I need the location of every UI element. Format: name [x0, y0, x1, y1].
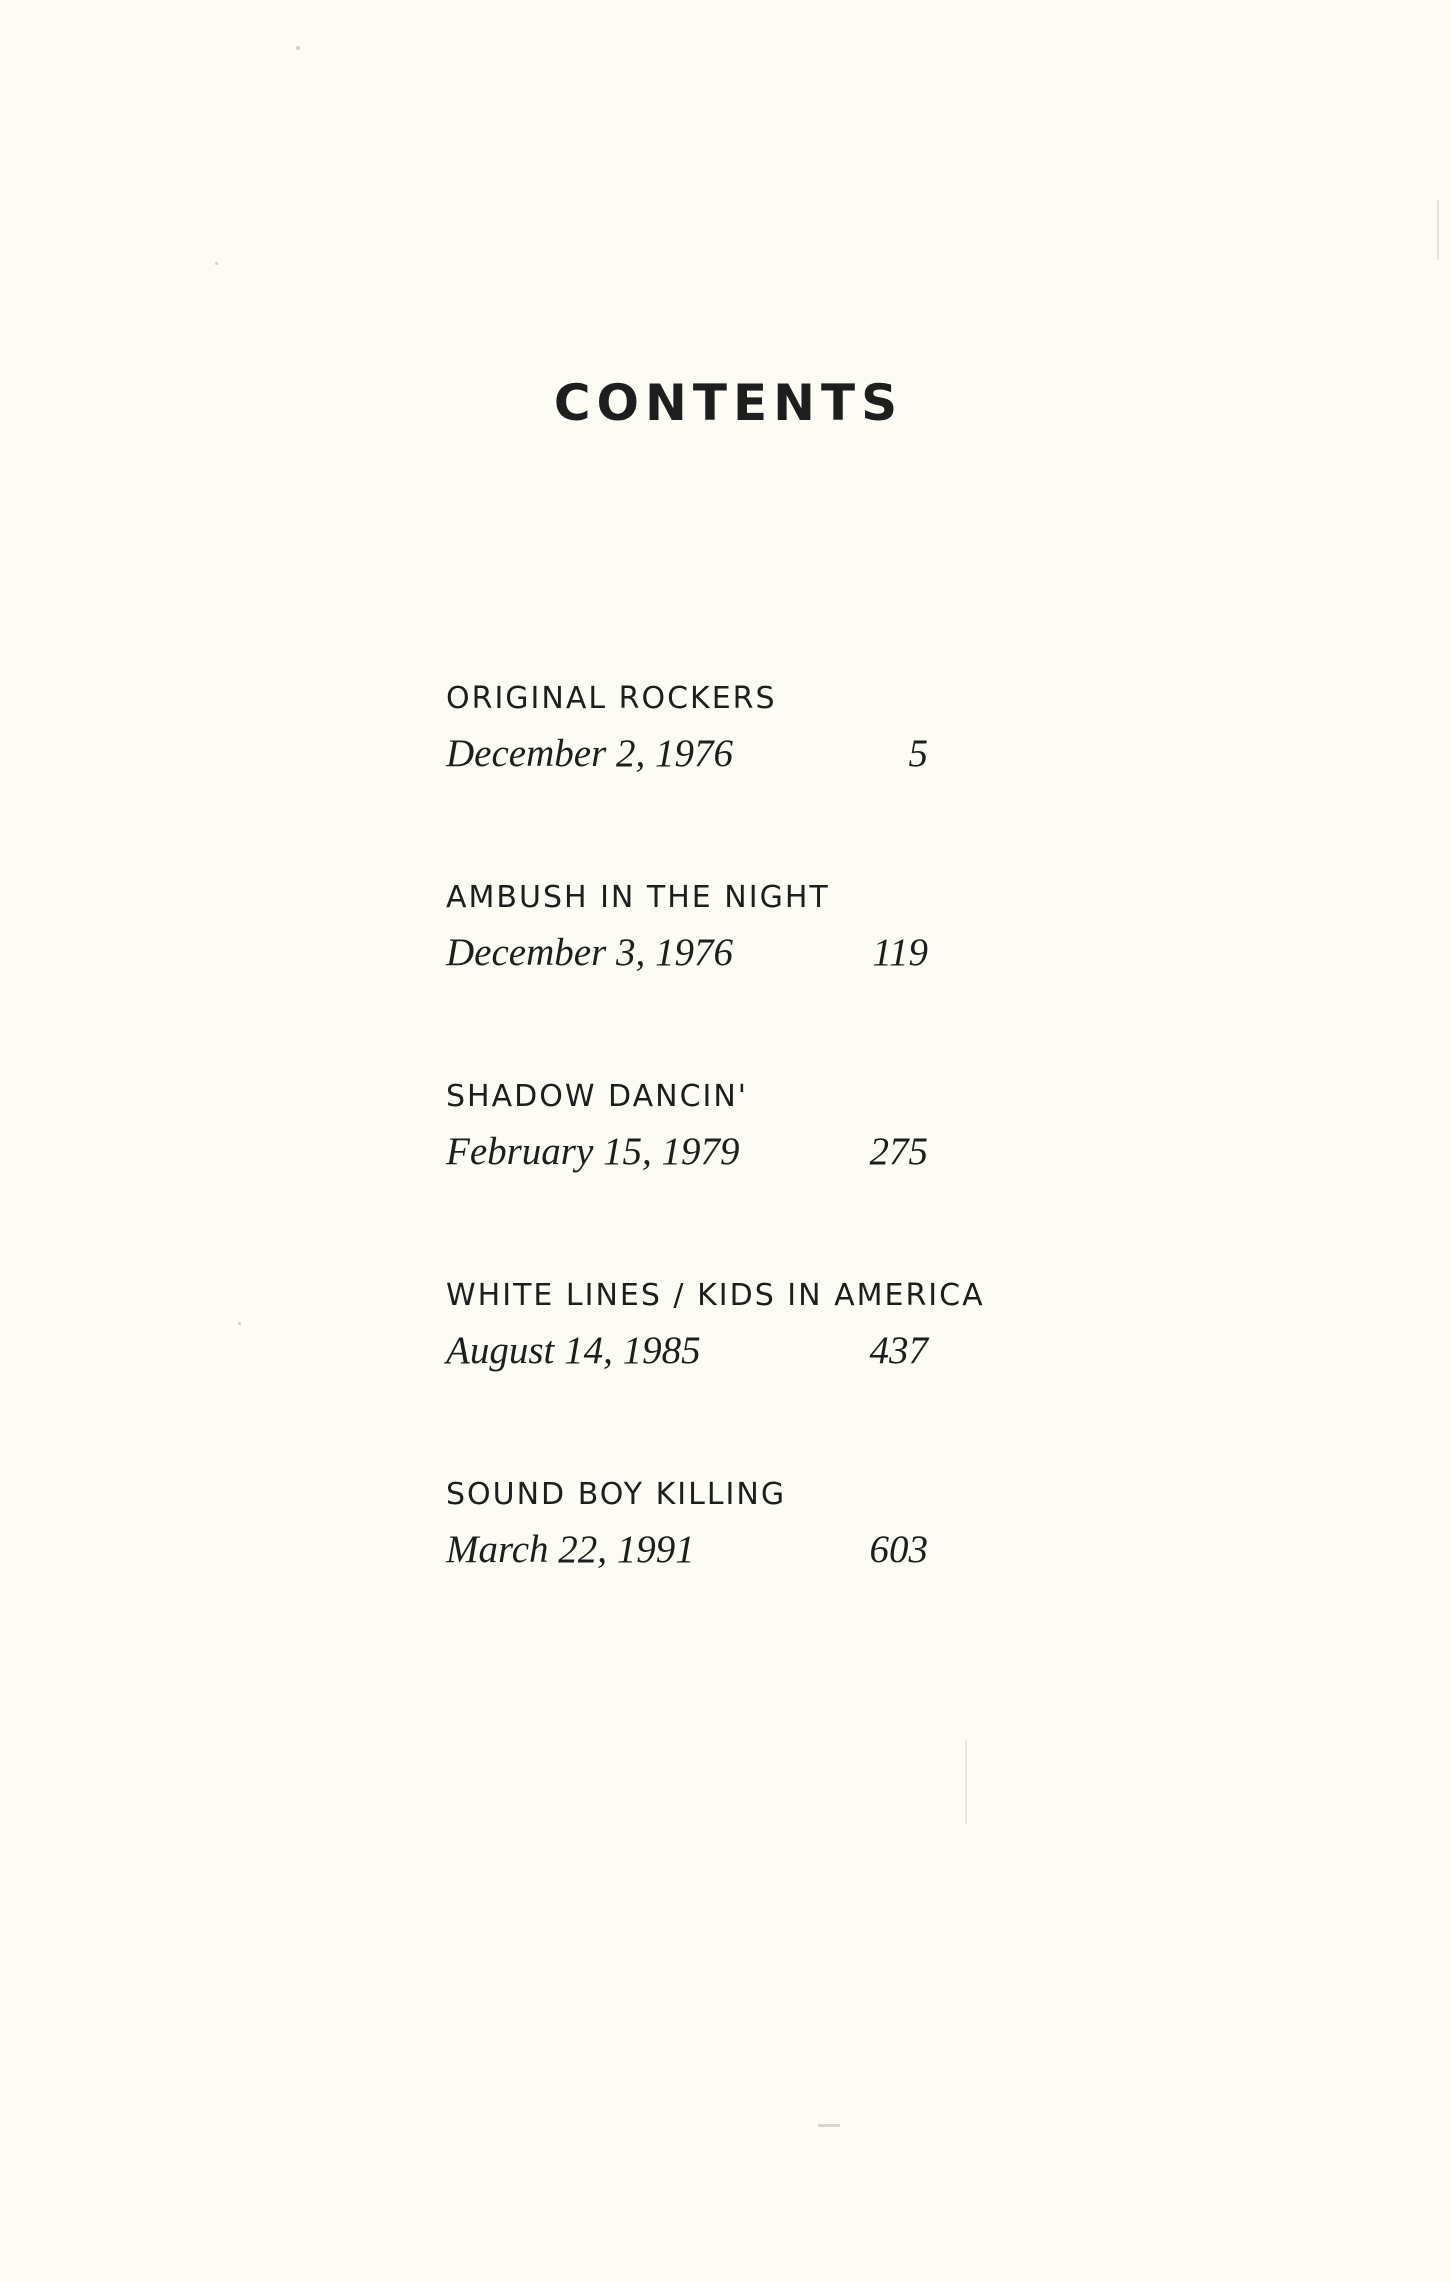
page-title: CONTENTS [553, 374, 904, 432]
toc-entry-date: December 3, 1976 [446, 931, 733, 974]
scan-speck [1437, 200, 1439, 260]
scan-speck [215, 262, 218, 265]
toc-entry-page-number: 437 [869, 1329, 928, 1372]
toc-entry-page-number: 275 [869, 1130, 928, 1173]
toc-entry-date: March 22, 1991 [446, 1528, 695, 1571]
scan-speck [238, 1322, 241, 1325]
toc-entry-date: February 15, 1979 [446, 1130, 740, 1173]
toc-entry-date: August 14, 1985 [446, 1329, 701, 1372]
toc-entry-row [446, 734, 966, 778]
toc-entry-row [446, 1132, 966, 1176]
toc-entry-title: SOUND BOY KILLING [446, 1477, 787, 1512]
scan-speck [965, 1740, 967, 1824]
toc-entry [446, 1079, 966, 1281]
toc-entry-row [446, 1530, 966, 1574]
toc-entry [446, 1477, 966, 1679]
toc-entry [446, 681, 966, 883]
toc-entry-row [446, 933, 966, 977]
toc-entry-page-number: 119 [872, 931, 928, 974]
toc-entry-row [446, 1331, 966, 1375]
toc-entry-title: ORIGINAL ROCKERS [446, 681, 777, 716]
table-of-contents [446, 681, 985, 1679]
scan-speck [296, 46, 300, 50]
toc-entry-date: December 2, 1976 [446, 732, 733, 775]
toc-entry-title: AMBUSH IN THE NIGHT [446, 880, 830, 915]
toc-entry [446, 1278, 985, 1480]
toc-entry-page-number: 5 [908, 732, 928, 775]
toc-entry [446, 880, 966, 1082]
toc-entry-title: WHITE LINES / KIDS IN AMERICA [446, 1278, 985, 1313]
toc-entry-title: SHADOW DANCIN' [446, 1079, 749, 1114]
toc-entry-page-number: 603 [869, 1528, 928, 1571]
scan-speck [818, 2124, 840, 2127]
